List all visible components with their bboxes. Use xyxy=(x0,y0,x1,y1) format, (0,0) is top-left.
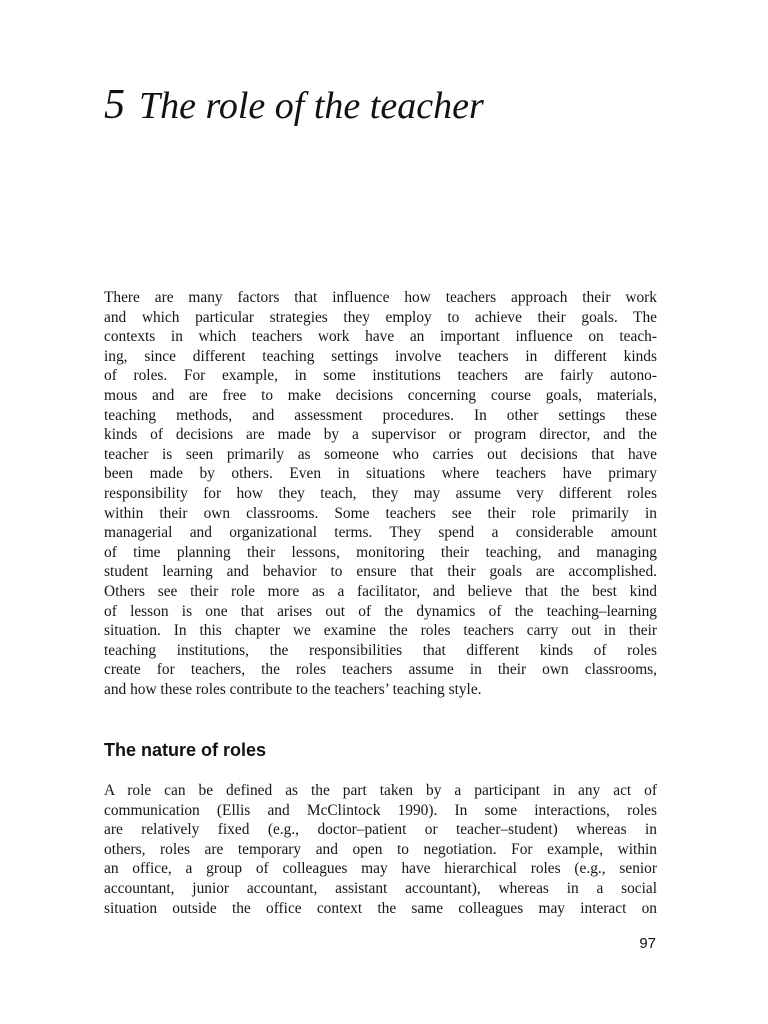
text-line: managerial and organizational terms. They spend a considerable amount xyxy=(104,524,657,542)
page-number: 97 xyxy=(639,935,656,952)
text-line: situation. In this chapter we examine the roles teachers carry out in their xyxy=(104,622,657,640)
chapter-number: 5 xyxy=(104,82,125,128)
text-line: teaching institutions, the responsibilities that different kinds of roles xyxy=(104,641,657,659)
text-line: contexts in which teachers work have an important influence on teach- xyxy=(104,328,657,346)
text-line: an office, a group of colleagues may have hierarchical roles (e.g., senior xyxy=(104,860,657,878)
text-line: and which particular strategies they employ to achieve their goals. The xyxy=(104,308,657,326)
text-line: and how these roles contribute to the teachers’ teaching style. xyxy=(104,680,482,698)
text-line: teaching methods, and assessment procedures. In other settings these xyxy=(104,406,657,424)
text-line: been made by others. Even in situations where teachers have primary xyxy=(104,465,657,483)
text-line: situation outside the office context the same colleagues may interact on xyxy=(104,899,657,917)
chapter-heading xyxy=(104,82,484,129)
text-line: A role can be defined as the part taken by a participant in any act of xyxy=(104,782,657,799)
text-line: There are many factors that influence how teachers approach their work xyxy=(104,289,657,306)
text-line: of lesson is one that arises out of the dynamics of the teaching–learning xyxy=(104,602,657,620)
text-line: responsibility for how they teach, they may assume very different roles xyxy=(104,484,657,502)
text-line: mous and are free to make decisions concerning course goals, materials, xyxy=(104,386,657,404)
text-line: student learning and behavior to ensure that their goals are accomplished. xyxy=(104,563,657,581)
section-heading: The nature of roles xyxy=(104,740,267,760)
chapter-title: The role of the teacher xyxy=(139,85,484,127)
text-line: Others see their role more as a facilitator, and believe that the best kind xyxy=(104,582,657,600)
intro-paragraph xyxy=(104,288,657,699)
text-line: communication (Ellis and McClintock 1990). In some interactions, roles xyxy=(104,801,657,819)
text-line: others, roles are temporary and open to negotiation. For example, within xyxy=(104,840,657,858)
text-line: ing, since different teaching settings involve teachers in different kinds xyxy=(104,347,657,365)
text-line: create for teachers, the roles teachers assume in their own classrooms, xyxy=(104,661,657,679)
text-line: kinds of decisions are made by a supervisor or program director, and the xyxy=(104,426,657,444)
section-paragraph xyxy=(104,781,657,918)
text-line: are relatively fixed (e.g., doctor–patient or teacher–student) whereas in xyxy=(104,821,657,839)
text-line: of roles. For example, in some institutions teachers are fairly autono- xyxy=(104,367,657,385)
text-line: teacher is seen primarily as someone who carries out decisions that have xyxy=(104,445,657,463)
text-line: accountant, junior accountant, assistant accountant), whereas in a social xyxy=(104,879,657,897)
text-line: of time planning their lessons, monitoring their teaching, and managing xyxy=(104,543,657,561)
text-line: within their own classrooms. Some teachers see their role primarily in xyxy=(104,504,657,522)
